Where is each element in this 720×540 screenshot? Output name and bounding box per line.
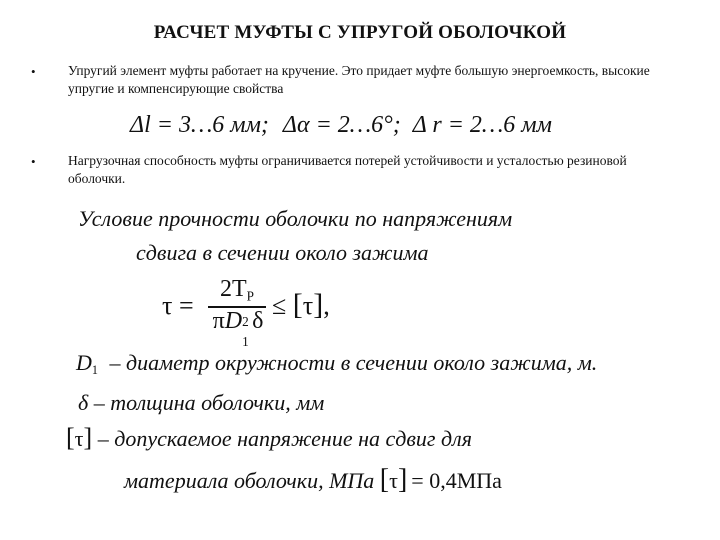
d-symbol: D [224,308,243,334]
definition-d1 [76,350,597,378]
allowed-tau-symbol: τ [302,291,314,320]
d1-description: – диаметр окружности в сечении около зажима, м. [109,350,598,375]
delta-l-formula: Δl = 3…6 мм; [130,112,269,138]
definition-tau: [τ] – допускаемое напряжение на сдвиг для [66,423,472,452]
strength-condition-line2: сдвига в сечении около зажима [136,240,429,265]
tau-value-symbol: τ [389,468,398,493]
definition-tau-value: материала оболочки, МПа [τ] = 0,4МПа [124,464,502,495]
d1-subscript: 1 [91,363,98,378]
page-title: РАСЧЕТ МУФТЫ С УПРУГОЙ ОБОЛОЧКОЙ [153,22,567,43]
delta-r-formula: Δ r = 2…6 мм [412,112,552,138]
delta-alpha-formula: Δα = 2…6°; [282,112,401,138]
tau-description: – допускаемое напряжение на сдвиг для [97,426,472,451]
bullet-marker: • [31,154,36,169]
numerator-subscript: P [246,288,254,304]
fraction-numerator [208,276,266,305]
numerator-text: 2T [219,276,247,302]
d1-symbol: D [76,350,92,375]
tau-value: = 0,4МПа [411,468,502,493]
comma: , [323,291,330,320]
leq-symbol: ≤ [272,291,287,320]
strength-condition-line1: Условие прочности оболочки по напряжениям [78,206,513,231]
bullet-text-load-capacity: Нагрузочная способность муфты ограничивается потерей устойчивости и усталостью резиновой оболочки. [68,153,627,186]
fraction-denominator [206,308,270,349]
tau-equals: τ = [162,291,194,320]
d-subscript: 1 [242,334,249,349]
definition-delta: δ – толщина оболочки, мм [78,390,325,415]
d-superscript: 2 [242,314,249,329]
delta-symbol: δ [252,308,264,334]
tau-description-continued: материала оболочки, МПа [124,468,375,493]
bullet-text-elastic-element: Упругий элемент муфты работает на кручение. Это придает муфте большую энергоемкость, высокие упругие и компенсирующие свойства [68,63,650,96]
bullet-marker: • [31,64,36,79]
tau-symbol: τ [74,426,84,451]
deformation-formula [130,112,552,139]
pi-symbol: π [212,308,225,334]
allowed-stress-bracket: ≤ [τ], [272,288,330,321]
